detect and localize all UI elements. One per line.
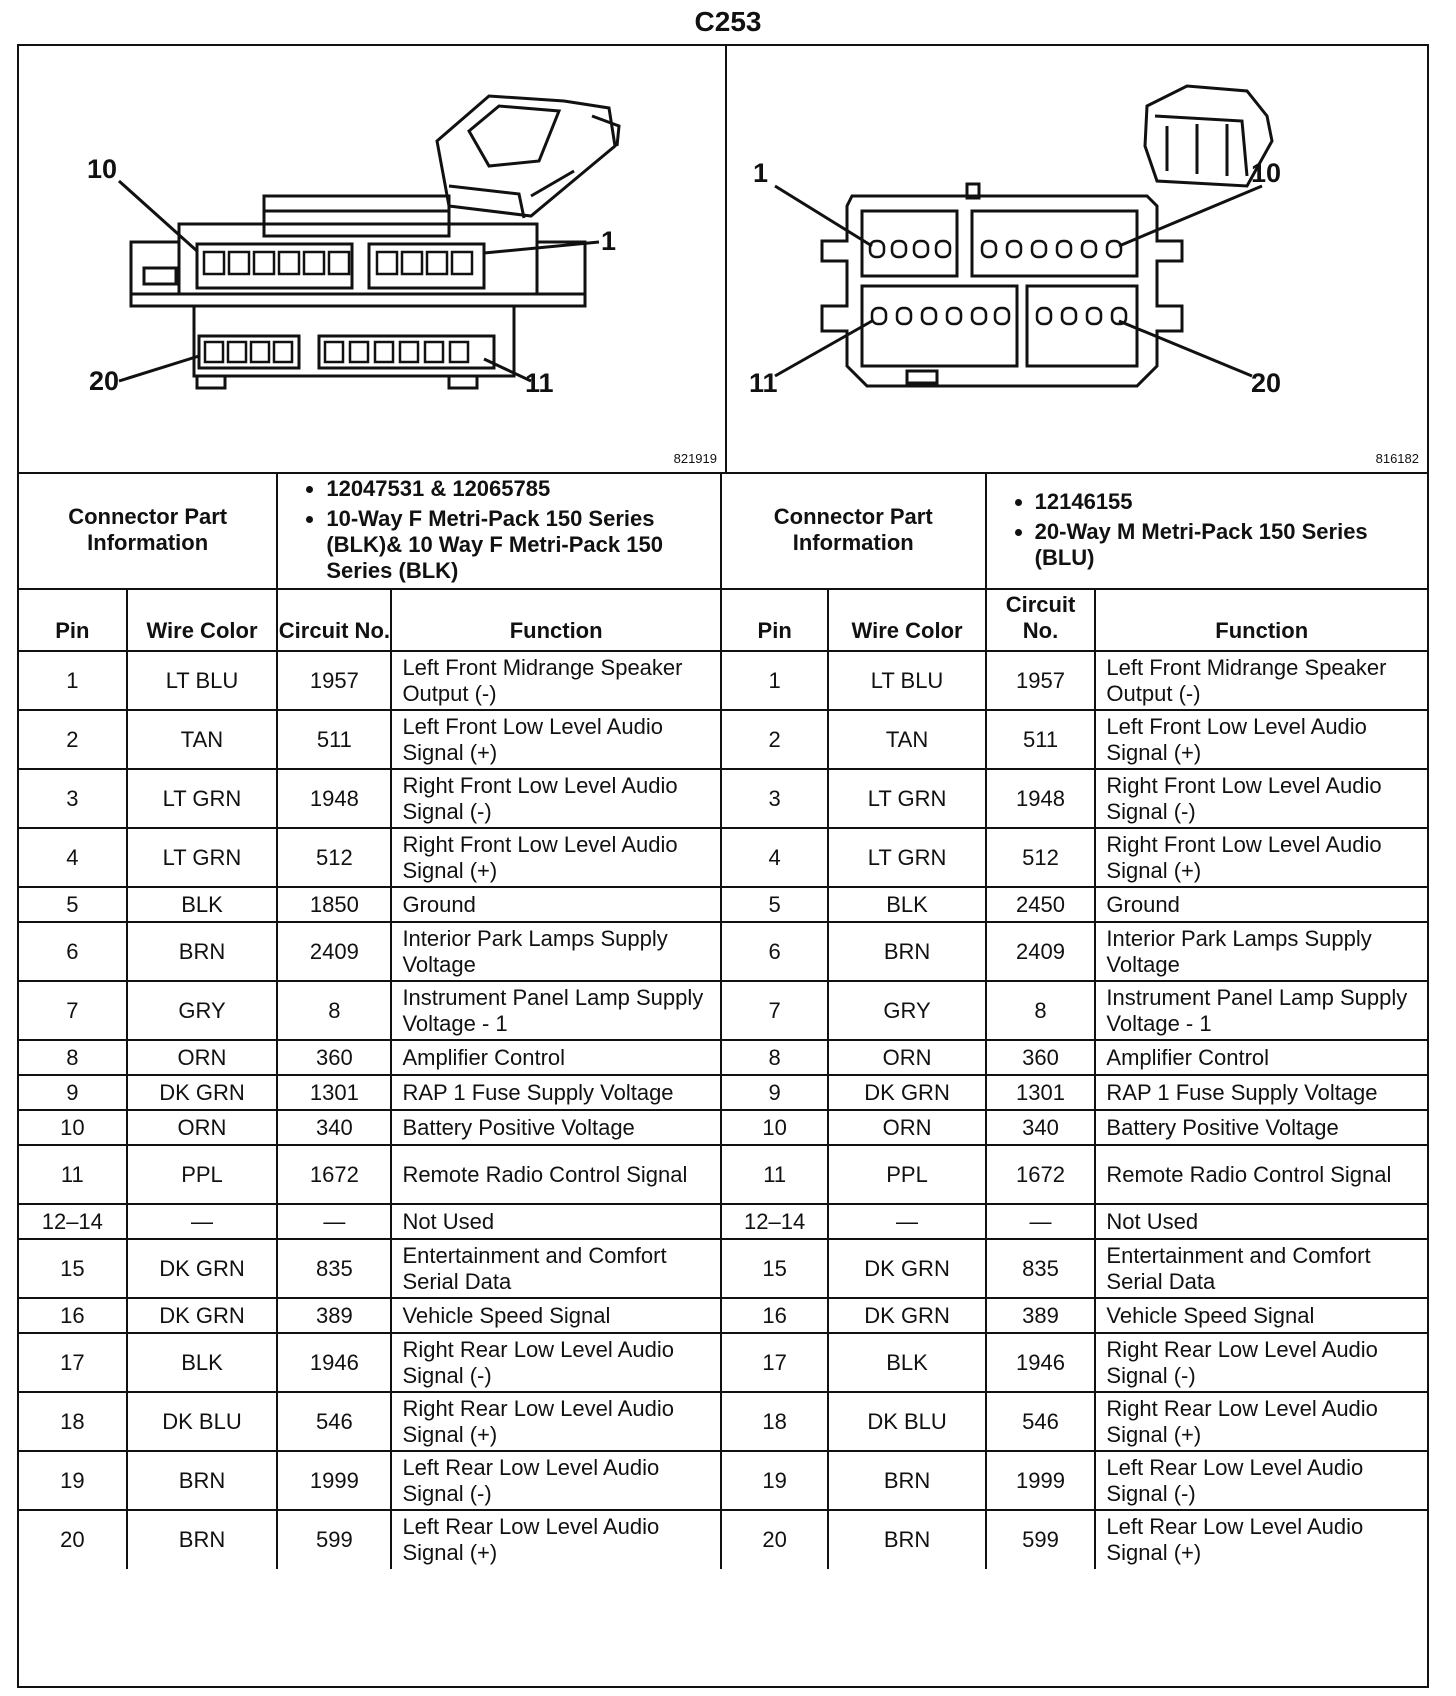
right-wire-color-cell: LT GRN [828, 769, 985, 828]
left-function-cell: Left Front Midrange Speaker Output (-) [391, 651, 720, 710]
right-wire-color-cell: DK GRN [828, 1298, 985, 1333]
right-function-cell: Right Front Low Level Audio Signal (-) [1095, 769, 1427, 828]
right-circuit-cell: 599 [986, 1510, 1096, 1569]
right-function-cell: Instrument Panel Lamp Supply Voltage - 1 [1095, 981, 1427, 1040]
header-pin: Pin [721, 589, 829, 651]
left-pin-cell: 1 [19, 651, 127, 710]
right-function-cell: Interior Park Lamps Supply Voltage [1095, 922, 1427, 981]
table-row [19, 887, 1427, 922]
left-function-cell: Left Rear Low Level Audio Signal (-) [391, 1451, 720, 1510]
left-pin-cell: 16 [19, 1298, 127, 1333]
connector-info-row [19, 472, 1427, 589]
right-function-cell: RAP 1 Fuse Supply Voltage [1095, 1075, 1427, 1110]
left-circuit-cell: 2409 [277, 922, 391, 981]
left-circuit-cell: 1672 [277, 1145, 391, 1204]
page-title: C253 [694, 6, 762, 37]
left-function-cell: Not Used [391, 1204, 720, 1239]
right-pin-cell: 4 [721, 828, 829, 887]
right-pin-cell: 1 [721, 651, 829, 710]
right-function-cell: Right Front Low Level Audio Signal (+) [1095, 828, 1427, 887]
left-function-cell: Left Front Low Level Audio Signal (+) [391, 710, 720, 769]
right-part-item: • 20-Way M Metri-Pack 150 Series (BLU) [1035, 519, 1427, 571]
left-pin-cell: 11 [19, 1145, 127, 1204]
left-pin-cell: 17 [19, 1333, 127, 1392]
header-function: Function [391, 589, 720, 651]
right-wire-color-cell: BLK [828, 887, 985, 922]
left-function-cell: Left Rear Low Level Audio Signal (+) [391, 1510, 720, 1569]
right-pin-cell: 7 [721, 981, 829, 1040]
left-wire-color-cell: GRY [127, 981, 278, 1040]
left-circuit-cell: 389 [277, 1298, 391, 1333]
right-part-item: • 12146155 [1035, 489, 1427, 515]
right-pin-cell: 15 [721, 1239, 829, 1298]
left-pin-cell: 8 [19, 1040, 127, 1075]
left-connector-diagram [19, 46, 727, 472]
left-function-cell: Remote Radio Control Signal [391, 1145, 720, 1204]
left-circuit-cell: — [277, 1204, 391, 1239]
right-wire-color-cell: TAN [828, 710, 985, 769]
right-wire-color-cell: LT GRN [828, 828, 985, 887]
right-function-cell: Vehicle Speed Signal [1095, 1298, 1427, 1333]
header-wire-color: Wire Color [127, 589, 278, 651]
right-callout-10: 10 [1251, 158, 1282, 188]
pinout-table [19, 472, 1427, 1569]
right-callout-20: 20 [1251, 368, 1282, 398]
left-circuit-cell: 340 [277, 1110, 391, 1145]
left-circuit-cell: 512 [277, 828, 391, 887]
left-pin-cell: 10 [19, 1110, 127, 1145]
table-row [19, 1110, 1427, 1145]
right-pin-cell: 16 [721, 1298, 829, 1333]
right-pin-cell: 2 [721, 710, 829, 769]
right-circuit-cell: 1301 [986, 1075, 1096, 1110]
left-pin-cell: 18 [19, 1392, 127, 1451]
left-wire-color-cell: ORN [127, 1110, 278, 1145]
right-wire-color-cell: — [828, 1204, 985, 1239]
right-circuit-cell: 1999 [986, 1451, 1096, 1510]
right-function-cell: Remote Radio Control Signal [1095, 1145, 1427, 1204]
right-connector-parts [986, 472, 1427, 589]
left-circuit-cell: 546 [277, 1392, 391, 1451]
right-function-cell: Left Front Midrange Speaker Output (-) [1095, 651, 1427, 710]
left-callout-11: 11 [525, 368, 554, 398]
right-wire-color-cell: BRN [828, 922, 985, 981]
right-callout-11: 11 [749, 368, 778, 398]
left-circuit-cell: 1946 [277, 1333, 391, 1392]
right-connector-diagram [727, 46, 1427, 472]
left-wire-color-cell: BRN [127, 1510, 278, 1569]
header-pin: Pin [19, 589, 127, 651]
left-function-cell: Entertainment and Comfort Serial Data [391, 1239, 720, 1298]
table-row [19, 828, 1427, 887]
right-wire-color-cell: DK GRN [828, 1075, 985, 1110]
connector-sheet [17, 44, 1429, 1688]
right-circuit-cell: 360 [986, 1040, 1096, 1075]
table-row [19, 1075, 1427, 1110]
right-function-cell: Not Used [1095, 1204, 1427, 1239]
left-function-cell: Interior Park Lamps Supply Voltage [391, 922, 720, 981]
right-function-cell: Amplifier Control [1095, 1040, 1427, 1075]
right-circuit-cell: 2450 [986, 887, 1096, 922]
left-circuit-cell: 835 [277, 1239, 391, 1298]
right-pin-cell: 20 [721, 1510, 829, 1569]
right-function-cell: Battery Positive Voltage [1095, 1110, 1427, 1145]
right-pin-cell: 17 [721, 1333, 829, 1392]
header-circuit-no: Circuit No. [277, 589, 391, 651]
right-function-cell: Left Rear Low Level Audio Signal (-) [1095, 1451, 1427, 1510]
left-circuit-cell: 599 [277, 1510, 391, 1569]
left-connector-parts [277, 472, 720, 589]
left-function-cell: Vehicle Speed Signal [391, 1298, 720, 1333]
right-wire-color-cell: ORN [828, 1040, 985, 1075]
right-circuit-cell: 340 [986, 1110, 1096, 1145]
right-wire-color-cell: DK BLU [828, 1392, 985, 1451]
left-pin-cell: 5 [19, 887, 127, 922]
left-function-cell: Right Rear Low Level Audio Signal (-) [391, 1333, 720, 1392]
left-circuit-cell: 511 [277, 710, 391, 769]
left-pin-cell: 2 [19, 710, 127, 769]
right-function-cell: Ground [1095, 887, 1427, 922]
right-circuit-cell: 546 [986, 1392, 1096, 1451]
left-wire-color-cell: BLK [127, 887, 278, 922]
left-wire-color-cell: DK GRN [127, 1298, 278, 1333]
right-pin-cell: 10 [721, 1110, 829, 1145]
left-pin-cell: 6 [19, 922, 127, 981]
left-circuit-cell: 1850 [277, 887, 391, 922]
left-function-cell: Ground [391, 887, 720, 922]
left-function-cell: Right Front Low Level Audio Signal (+) [391, 828, 720, 887]
table-row [19, 1040, 1427, 1075]
left-wire-color-cell: DK GRN [127, 1239, 278, 1298]
left-pin-cell: 4 [19, 828, 127, 887]
left-wire-color-cell: PPL [127, 1145, 278, 1204]
left-wire-color-cell: BRN [127, 1451, 278, 1510]
right-pin-cell: 8 [721, 1040, 829, 1075]
right-pin-cell: 19 [721, 1451, 829, 1510]
right-pin-cell: 6 [721, 922, 829, 981]
table-row [19, 710, 1427, 769]
left-connector-drawing [19, 46, 725, 472]
right-function-cell: Right Rear Low Level Audio Signal (+) [1095, 1392, 1427, 1451]
table-row [19, 922, 1427, 981]
table-row [19, 1145, 1427, 1204]
left-function-cell: Instrument Panel Lamp Supply Voltage - 1 [391, 981, 720, 1040]
right-pin-cell: 18 [721, 1392, 829, 1451]
table-row [19, 1239, 1427, 1298]
right-wire-color-cell: BRN [828, 1510, 985, 1569]
left-pin-cell: 12–14 [19, 1204, 127, 1239]
right-circuit-cell: 389 [986, 1298, 1096, 1333]
left-pin-cell: 9 [19, 1075, 127, 1110]
table-row [19, 1298, 1427, 1333]
right-wire-color-cell: ORN [828, 1110, 985, 1145]
right-circuit-cell: 1672 [986, 1145, 1096, 1204]
table-row [19, 981, 1427, 1040]
left-wire-color-cell: DK GRN [127, 1075, 278, 1110]
left-pin-cell: 15 [19, 1239, 127, 1298]
left-circuit-cell: 1957 [277, 651, 391, 710]
right-figure-number: 816182 [1375, 451, 1419, 466]
right-circuit-cell: 1948 [986, 769, 1096, 828]
right-pin-cell: 11 [721, 1145, 829, 1204]
column-header-row [19, 589, 1427, 651]
left-wire-color-cell: LT GRN [127, 769, 278, 828]
left-pin-cell: 3 [19, 769, 127, 828]
table-row [19, 1392, 1427, 1451]
right-circuit-cell: 1946 [986, 1333, 1096, 1392]
right-wire-color-cell: BRN [828, 1451, 985, 1510]
left-part-item: • 10-Way F Metri-Pack 150 Series (BLK)& 10 Way F Metri-Pack 150 Series (BLK) [326, 506, 719, 584]
right-connector-info-label: Connector Part Information [721, 472, 986, 589]
right-function-cell: Entertainment and Comfort Serial Data [1095, 1239, 1427, 1298]
left-function-cell: RAP 1 Fuse Supply Voltage [391, 1075, 720, 1110]
diagram-area [19, 46, 1427, 474]
right-function-cell: Left Rear Low Level Audio Signal (+) [1095, 1510, 1427, 1569]
left-callout-1: 1 [601, 226, 617, 256]
right-wire-color-cell: PPL [828, 1145, 985, 1204]
right-pin-cell: 9 [721, 1075, 829, 1110]
right-connector-drawing [727, 46, 1427, 472]
header-circuit-no: Circuit No. [986, 589, 1096, 651]
left-function-cell: Right Rear Low Level Audio Signal (+) [391, 1392, 720, 1451]
right-circuit-cell: 1957 [986, 651, 1096, 710]
right-circuit-cell: 835 [986, 1239, 1096, 1298]
left-circuit-cell: 1999 [277, 1451, 391, 1510]
right-function-cell: Right Rear Low Level Audio Signal (-) [1095, 1333, 1427, 1392]
left-3d-housing [437, 96, 615, 216]
right-circuit-cell: 512 [986, 828, 1096, 887]
table-row [19, 1204, 1427, 1239]
header-wire-color: Wire Color [828, 589, 985, 651]
left-function-cell: Battery Positive Voltage [391, 1110, 720, 1145]
left-wire-color-cell: ORN [127, 1040, 278, 1075]
left-circuit-cell: 1301 [277, 1075, 391, 1110]
header-function: Function [1095, 589, 1427, 651]
right-pin-cell: 3 [721, 769, 829, 828]
left-wire-color-cell: LT GRN [127, 828, 278, 887]
right-wire-color-cell: LT BLU [828, 651, 985, 710]
right-pin-cell: 12–14 [721, 1204, 829, 1239]
left-pin-cell: 19 [19, 1451, 127, 1510]
left-circuit-cell: 360 [277, 1040, 391, 1075]
table-row [19, 1333, 1427, 1392]
left-wire-color-cell: BLK [127, 1333, 278, 1392]
right-circuit-cell: 2409 [986, 922, 1096, 981]
left-wire-color-cell: — [127, 1204, 278, 1239]
right-wire-color-cell: GRY [828, 981, 985, 1040]
table-row [19, 1510, 1427, 1569]
left-wire-color-cell: BRN [127, 922, 278, 981]
table-row [19, 651, 1427, 710]
right-circuit-cell: 511 [986, 710, 1096, 769]
left-wire-color-cell: TAN [127, 710, 278, 769]
right-function-cell: Left Front Low Level Audio Signal (+) [1095, 710, 1427, 769]
right-wire-color-cell: BLK [828, 1333, 985, 1392]
table-row [19, 769, 1427, 828]
left-part-item: • 12047531 & 12065785 [326, 476, 719, 502]
left-connector-info-label: Connector Part Information [19, 472, 277, 589]
left-figure-number: 821919 [673, 451, 717, 466]
left-wire-color-cell: DK BLU [127, 1392, 278, 1451]
table-row [19, 1451, 1427, 1510]
left-pin-cell: 20 [19, 1510, 127, 1569]
left-wire-color-cell: LT BLU [127, 651, 278, 710]
left-function-cell: Right Front Low Level Audio Signal (-) [391, 769, 720, 828]
right-wire-color-cell: DK GRN [828, 1239, 985, 1298]
left-circuit-cell: 8 [277, 981, 391, 1040]
left-function-cell: Amplifier Control [391, 1040, 720, 1075]
left-circuit-cell: 1948 [277, 769, 391, 828]
right-callout-1: 1 [753, 158, 769, 188]
left-pin-cell: 7 [19, 981, 127, 1040]
right-circuit-cell: — [986, 1204, 1096, 1239]
left-callout-10: 10 [87, 154, 118, 184]
right-circuit-cell: 8 [986, 981, 1096, 1040]
right-pin-cell: 5 [721, 887, 829, 922]
left-callout-20: 20 [89, 366, 120, 396]
